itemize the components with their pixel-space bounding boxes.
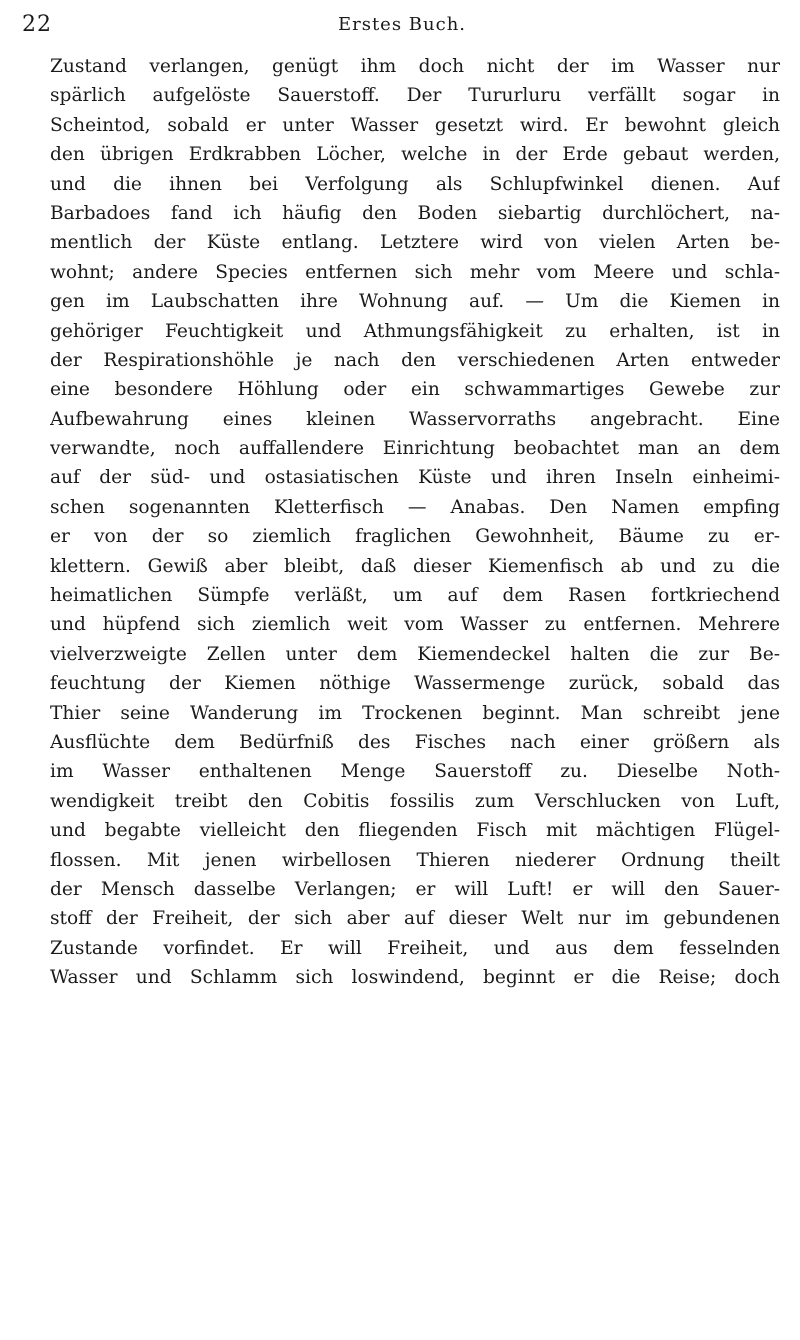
text-line: stoff der Freiheit, der sich aber auf dieser Welt nur im gebundenen <box>50 908 780 930</box>
text-line: wohnt; andere Species entfernen sich mehr vom Meere und schla- <box>50 261 780 283</box>
text-line: spärlich aufgelöste Sauerstoff. Der Tururluru verfällt sogar in <box>50 85 780 107</box>
text-line: Barbadoes fand ich häufig den Boden siebartig durchlöchert, na- <box>50 202 780 224</box>
text-line: gehöriger Feuchtigkeit und Athmungsfähigkeit zu erhalten, ist in <box>50 320 780 342</box>
text-line: und hüpfend sich ziemlich weit vom Wasser zu entfernen. Mehrere <box>50 614 780 636</box>
running-head: Erstes Buch. <box>337 14 467 35</box>
text-line: feuchtung der Kiemen nöthige Wassermenge zurück, sobald das <box>50 673 780 695</box>
text-line: Thier seine Wanderung im Trockenen beginnt. Man schreibt jene <box>50 702 780 724</box>
page-number: 22 <box>22 12 52 37</box>
text-line: Aufbewahrung eines kleinen Wasservorraths angebracht. Eine <box>50 408 780 430</box>
text-line: der Respirationshöhle je nach den verschiedenen Arten entweder <box>50 349 780 371</box>
text-line: heimatlichen Sümpfe verläßt, um auf dem Rasen fortkriechend <box>50 585 780 607</box>
text-line: flossen. Mit jenen wirbellosen Thieren niederer Ordnung theilt <box>50 849 780 871</box>
text-line: Wasser und Schlamm sich loswindend, beginnt er die Reise; doch <box>50 967 780 989</box>
text-line: wendigkeit treibt den Cobitis fossilis zum Verschlucken von Luft, <box>50 790 780 812</box>
text-line: Ausflüchte dem Bedürfniß des Fisches nach einer größern als <box>50 731 780 753</box>
body-text <box>50 52 780 993</box>
text-line: und begabte vielleicht den fliegenden Fisch mit mächtigen Flügel- <box>50 820 780 842</box>
text-line: Zustand verlangen, genügt ihm doch nicht der im Wasser nur <box>50 56 780 77</box>
text-line: mentlich der Küste entlang. Letztere wird von vielen Arten be- <box>50 232 780 254</box>
text-line: eine besondere Höhlung oder ein schwammartiges Gewebe zur <box>50 379 780 401</box>
text-line: der Mensch dasselbe Verlangen; er will Luft! er will den Sauer- <box>50 878 780 900</box>
text-line: er von der so ziemlich fraglichen Gewohnheit, Bäume zu er- <box>50 526 780 548</box>
text-line: im Wasser enthaltenen Menge Sauerstoff zu. Dieselbe Noth- <box>50 761 780 783</box>
text-line: gen im Laubschatten ihre Wohnung auf. — Um die Kiemen in <box>50 291 780 313</box>
text-line: verwandte, noch auffallendere Einrichtung beobachtet man an dem <box>50 438 780 460</box>
text-line: Scheintod, sobald er unter Wasser gesetzt wird. Er bewohnt gleich <box>50 114 780 136</box>
page-header <box>22 12 782 40</box>
text-line: Zustande vorfindet. Er will Freiheit, und aus dem fesselnden <box>50 937 780 959</box>
text-line: schen sogenannten Kletterfisch — Anabas. Den Namen empfing <box>50 496 780 518</box>
text-line: vielverzweigte Zellen unter dem Kiemendeckel halten die zur Be- <box>50 643 780 665</box>
text-line: den übrigen Erdkrabben Löcher, welche in der Erde gebaut werden, <box>50 144 780 166</box>
text-line: und die ihnen bei Verfolgung als Schlupfwinkel dienen. Auf <box>50 173 780 195</box>
text-line: auf der süd- und ostasiatischen Küste und ihren Inseln einheimi- <box>50 467 780 489</box>
text-line: klettern. Gewiß aber bleibt, daß dieser Kiemenfisch ab und zu die <box>50 555 780 577</box>
